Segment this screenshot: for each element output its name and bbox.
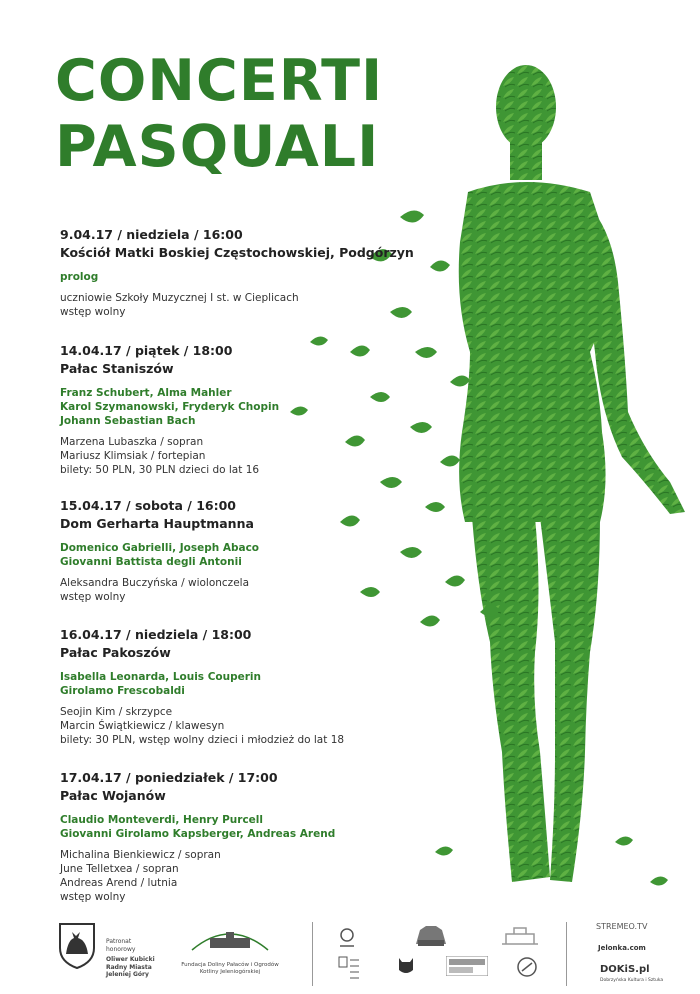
event-venue: Pałac Wojanów xyxy=(60,788,166,803)
event-composers: Domenico Gabrielli, Joseph Abaco xyxy=(60,542,260,554)
footer-divider xyxy=(312,922,313,986)
media-jelonka: Jelonka.com xyxy=(598,944,646,952)
title-line-1: CONCERTI xyxy=(55,48,384,114)
partner-logo xyxy=(446,956,488,976)
patron-text xyxy=(106,938,155,979)
event-info-line: June Telletxea / sopran xyxy=(60,863,179,875)
event-info-line: Michalina Bienkiewicz / sopran xyxy=(60,849,221,861)
event-venue: Pałac Pakoszów xyxy=(60,645,171,660)
event-date: 17.04.17 / poniedziałek / 17:00 xyxy=(60,770,278,785)
event-composers: Giovanni Battista degli Antonii xyxy=(60,556,242,568)
foundation-text-line: Fundacja Doliny Pałaców i Ogrodów xyxy=(181,962,279,968)
event-composers: Claudio Monteverdi, Henry Purcell xyxy=(60,814,263,826)
patron-name: Radny Miasta xyxy=(106,963,152,971)
partner-logo xyxy=(338,956,360,982)
event-composers: Giovanni Girolamo Kapsberger, Andreas Arend xyxy=(60,828,336,840)
event-info-line: wstęp wolny xyxy=(60,891,126,903)
palace-logo-icon xyxy=(500,922,540,948)
event-2 xyxy=(60,342,390,477)
partner-logo xyxy=(516,956,538,978)
event-info-line: wstęp wolny xyxy=(60,306,126,318)
event-info-line: Aleksandra Buczyńska / wiolonczela xyxy=(60,577,249,589)
foundation-logo xyxy=(190,924,270,952)
patron-label: Patronat xyxy=(106,938,132,945)
event-composers: Johann Sebastian Bach xyxy=(60,415,196,427)
media-stremeo: STREMEO.TV xyxy=(596,922,648,931)
event-info-line: wstęp wolny xyxy=(60,591,126,603)
event-date: 16.04.17 / niedziela / 18:00 xyxy=(60,627,252,642)
event-date: 14.04.17 / piątek / 18:00 xyxy=(60,343,233,358)
partner-logo xyxy=(336,926,358,948)
event-info-line: Andreas Arend / lutnia xyxy=(60,877,178,889)
event-venue: Pałac Staniszów xyxy=(60,361,174,376)
event-info-line: Marcin Świątkiewicz / klawesyn xyxy=(60,720,225,732)
sponsors-footer xyxy=(0,912,700,994)
event-info-line: bilety: 30 PLN, wstęp wolny dzieci i młodzież do lat 18 xyxy=(60,734,345,746)
patron-label: honorowy xyxy=(106,945,136,953)
event-date: 15.04.17 / sobota / 16:00 xyxy=(60,498,236,513)
event-3 xyxy=(60,497,390,604)
foundation-text-line: Kotliny Jeleniogórskiej xyxy=(199,969,261,975)
media-dokis: DOKiS.pl xyxy=(600,964,650,975)
event-info-line: bilety: 50 PLN, 30 PLN dzieci do lat 16 xyxy=(60,464,260,476)
event-composers: Isabella Leonarda, Louis Couperin xyxy=(60,671,261,683)
event-info-line: uczniowie Szkoły Muzycznej I st. w Cieplicach xyxy=(60,292,299,304)
footer-divider xyxy=(566,922,567,986)
event-1 xyxy=(60,226,414,319)
media-dokis-tagline: Dobrzyńska Kultura i Sztuka xyxy=(600,978,664,983)
event-program: prolog xyxy=(60,271,99,283)
event-5 xyxy=(60,769,390,904)
event-composers: Franz Schubert, Alma Mahler xyxy=(60,387,232,399)
foundation-name xyxy=(180,962,280,976)
partner-logo xyxy=(412,922,450,948)
event-date: 9.04.17 / niedziela / 16:00 xyxy=(60,227,243,242)
cat-logo-icon xyxy=(396,954,416,976)
event-venue: Kościół Matki Boskiej Częstochowskiej, Podgórzyn xyxy=(60,245,414,260)
title-line-2: PASQUALI xyxy=(55,114,380,180)
event-4 xyxy=(60,626,390,747)
patron-name: Jeleniej Góry xyxy=(106,971,149,978)
event-info-line: Marzena Lubaszka / sopran xyxy=(60,436,204,448)
event-info-line: Mariusz Klimsiak / fortepian xyxy=(60,450,206,462)
event-composers: Karol Szymanowski, Fryderyk Chopin xyxy=(60,401,280,413)
event-venue: Dom Gerharta Hauptmanna xyxy=(60,516,254,531)
event-info-line: Seojin Kim / skrzypce xyxy=(60,706,173,718)
coat-of-arms-icon xyxy=(58,922,96,970)
patron-name: Oliwer Kubicki xyxy=(106,956,155,963)
event-composers: Girolamo Frescobaldi xyxy=(60,685,185,697)
